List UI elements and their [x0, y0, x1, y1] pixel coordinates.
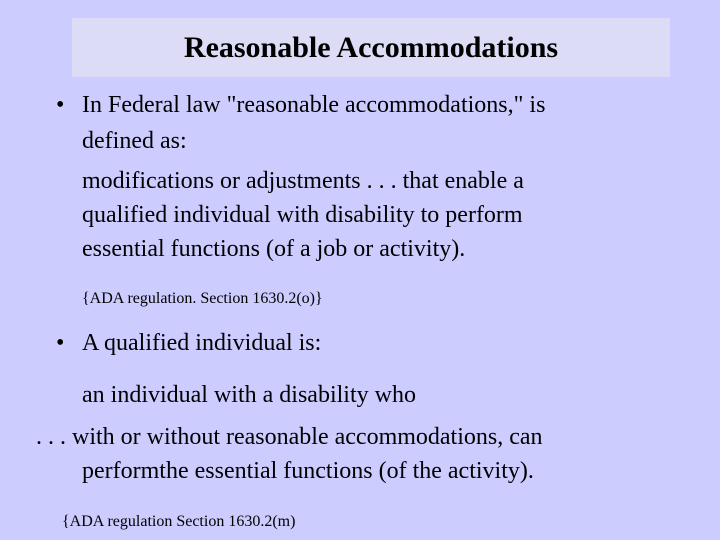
slide-title: Reasonable Accommodations	[183, 30, 559, 64]
bullet-1-line-2: defined as:	[82, 128, 187, 154]
qualified-line-3: performthe essential functions (of the activity).	[82, 458, 534, 484]
citation-1: {ADA regulation. Section 1630.2(o)}	[82, 290, 323, 307]
definition-line-1: modifications or adjustments . . . that enable a	[82, 168, 524, 194]
bullet-marker: •	[56, 330, 65, 356]
bullet-2-line-1	[56, 326, 322, 360]
bullet-1-intro-text: In Federal law "reasonable accommodations," is	[82, 92, 546, 118]
qualified-line-2: . . . with or without reasonable accommodations, can	[36, 424, 543, 450]
citation-2: {ADA regulation Section 1630.2(m)	[62, 513, 296, 530]
title-banner	[72, 18, 670, 77]
bullet-2-intro-text: A qualified individual is:	[82, 330, 322, 356]
definition-line-3: essential functions (of a job or activity).	[82, 236, 466, 262]
bullet-marker: •	[56, 92, 65, 118]
bullet-1-line-1	[56, 88, 546, 122]
qualified-line-1: an individual with a disability who	[82, 382, 416, 408]
definition-line-2: qualified individual with disability to perform	[82, 202, 523, 228]
